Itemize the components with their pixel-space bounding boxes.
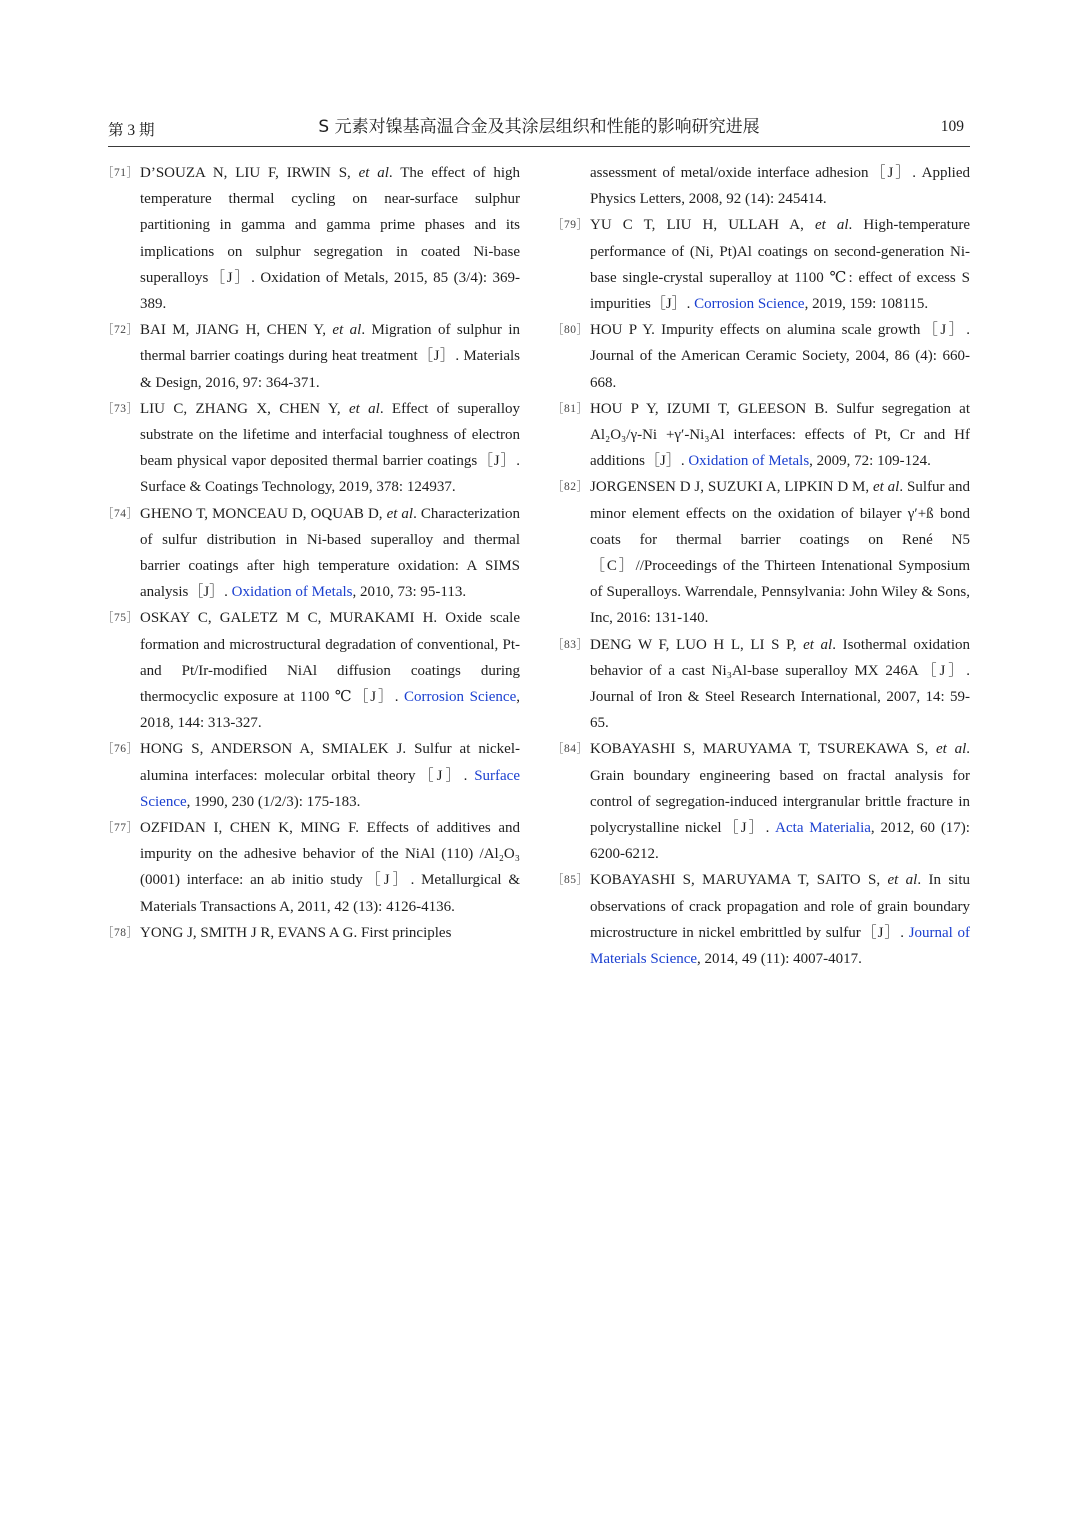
journal-link[interactable]: Acta Materialia xyxy=(775,820,871,837)
reference-text: OZFIDAN I, CHEN K, MING F. Effects of additives and impurity on the adhesive behavior of the NiAl (110) /Al₂O₃ (0001) interface: an ab initio study［J］. Metallurgical & Materials Transactions A, 2011, 42 (13): 4126-4136. xyxy=(140,820,520,915)
page-number: 109 xyxy=(940,118,964,135)
reference-text: KOBAYASHI S, MARUYAMA T, TSUREKAWA S, xyxy=(590,741,937,758)
reference-text: BAI M, JIANG H, CHEN Y, xyxy=(140,322,333,339)
reference-entry xyxy=(102,920,520,946)
reference-text: JORGENSEN D J, SUZUKI A, LIPKIN D M, xyxy=(590,479,873,496)
reference-entry xyxy=(102,736,520,815)
reference-text: LIU C, ZHANG X, CHEN Y, xyxy=(140,400,349,417)
journal-link[interactable]: Corrosion Science xyxy=(694,296,805,313)
journal-link[interactable]: Oxidation of Metals xyxy=(231,584,353,601)
journal-link[interactable]: Oxidation of Metals xyxy=(688,453,810,470)
reference-entry xyxy=(552,396,970,475)
reference-number: ［84］ xyxy=(552,743,589,756)
reference-number: ［71］ xyxy=(102,167,139,179)
reference-entry xyxy=(102,317,520,396)
reference-text: , 2014, 49 (11): 4007-4017. xyxy=(697,951,862,968)
reference-text: . In situ observations of crack propagation and role of grain boundary microstructure in nickel embrittled by sulfur［J］. xyxy=(590,872,970,941)
reference-text: KOBAYASHI S, MARUYAMA T, SAITO S, xyxy=(590,872,888,889)
reference-text: YONG J, SMITH J R, EVANS A G. First principles xyxy=(140,924,452,941)
reference-text: . Sulfur and minor element effects on the oxidation of bilayer γ′+ß bond coats for thermal barrier coatings on René N5［C］//Proceedings of the Thirteen Intenational Symposium of Superalloys. Warrendale, Pennsylvania: John Wiley & Sons, Inc, 2016: 131-140. xyxy=(590,479,970,627)
reference-text: HOU P Y. Impurity effects on alumina scale growth［J］. Journal of the American Ceramic Society, 2004, 86 (4): 660-668. xyxy=(590,322,970,391)
et-al-text: et al xyxy=(873,479,900,496)
reference-text: . Effect of superalloy substrate on the lifetime and interfacial toughness of electron beam physical vapor deposited thermal barrier coatings［J］. Surface & Coatings Technology, 2019, 378: 124937. xyxy=(140,400,521,496)
reference-entry xyxy=(102,160,520,317)
reference-number: ［73］ xyxy=(102,402,139,415)
reference-entry xyxy=(552,474,970,631)
reference-entry xyxy=(102,815,520,920)
reference-number: ［82］ xyxy=(552,481,589,494)
reference-text: , 2019, 159: 108115. xyxy=(804,296,929,313)
journal-link[interactable]: Journal of Materials Science xyxy=(590,924,971,968)
reference-78-continuation: assessment of metal/oxide interface adhesion［J］. Applied Physics Letters, 2008, 92 (14): 245414. xyxy=(590,165,970,208)
reference-number: ［85］ xyxy=(552,874,589,887)
reference-entry xyxy=(552,212,970,317)
reference-text: , 2018, 144: 313-327. xyxy=(140,689,520,732)
et-al-text: et al xyxy=(358,165,389,181)
reference-text: . Grain boundary engineering based on fractal analysis for control of segregation-induced intergranular brittle fracture in polycrystalline nickel［J］. xyxy=(590,741,970,837)
issue-number: 第 3 期 xyxy=(108,122,155,139)
et-al-text: et al xyxy=(386,505,414,522)
et-al-text: et al xyxy=(332,322,362,339)
references-left-column xyxy=(102,160,520,946)
reference-number: ［72］ xyxy=(102,324,139,337)
et-al-text: et al xyxy=(803,636,833,653)
reference-number: ［79］ xyxy=(552,219,589,232)
journal-link[interactable]: Corrosion Science xyxy=(404,689,517,706)
reference-text: D’SOUZA N, LIU F, IRWIN S, xyxy=(140,165,359,181)
reference-text: DENG W F, LUO H L, LI S P, xyxy=(590,636,804,653)
references-right-column xyxy=(552,160,970,972)
reference-text: . The effect of high temperature thermal cycling on near-surface sulphur partitioning in gamma and gamma prime phases and its implications on sulphur segregation in coated Ni-base superalloys［J］. Oxidation of Metals, 2015, 85 (3/4): 369-389. xyxy=(140,165,520,313)
reference-text: , 2010, 73: 95-113. xyxy=(352,584,467,601)
journal-link[interactable]: Surface Science xyxy=(140,767,520,810)
reference-text: HOU P Y, IZUMI T, GLEESON B. Sulfur segregation at Al₂O₃/γ-Ni +γ′-Ni₃Al interfaces: effects of Pt, Cr and Hf additions［J］. xyxy=(590,400,970,470)
et-al-text: et al xyxy=(936,741,967,758)
reference-number: ［77］ xyxy=(102,822,139,835)
reference-text: . Migration of sulphur in thermal barrier coatings during heat treatment［J］. Materials & Design, 2016, 97: 364-371. xyxy=(140,322,521,391)
reference-text: , 2012, 60 (17): 6200-6212. xyxy=(590,820,970,863)
reference-number: ［81］ xyxy=(552,402,589,415)
reference-entry xyxy=(102,501,520,606)
reference-text: . Isothermal oxidation behavior of a cast Ni₃Al-base superalloy MX 246A［J］. Journal of Iron & Steel Research International, 2007, 14: 59-65. xyxy=(590,636,971,732)
reference-entry xyxy=(102,605,520,736)
reference-entry xyxy=(552,867,970,972)
et-al-text: et al xyxy=(887,872,918,889)
reference-text: GHENO T, MONCEAU D, OQUAB D, xyxy=(140,505,387,522)
reference-number: ［83］ xyxy=(552,638,589,651)
reference-text: HONG S, ANDERSON A, SMIALEK J. Sulfur at nickel-alumina interfaces: molecular orbital theory［J］. xyxy=(140,741,520,784)
reference-text: , 2009, 72: 109-124. xyxy=(809,453,931,470)
reference-entry xyxy=(552,736,970,867)
reference-number: ［80］ xyxy=(552,324,589,337)
et-al-text: et al xyxy=(348,400,380,417)
reference-entry xyxy=(552,317,970,396)
reference-text: OSKAY C, GALETZ M C, MURAKAMI H. Oxide scale formation and microstructural degradation of conventional, Pt- and Pt/Ir-modified NiAl diffusion coatings during thermocyclic exposure at 1100 ℃［J］. xyxy=(140,610,520,706)
reference-number: ［75］ xyxy=(102,612,139,625)
reference-text: , 1990, 230 (1/2/3): 175-183. xyxy=(186,793,361,810)
reference-number: ［74］ xyxy=(102,507,139,520)
article-title: S 元素对镍基高温合金及其涂层组织和性能的影响研究进展 xyxy=(318,117,760,137)
reference-text: . High-temperature performance of (Ni, Pt)Al coatings on second-generation Ni-base single-crystal superalloy at 1100 ℃: effect of excess S impurities［J］. xyxy=(590,217,970,313)
et-al-text: et al xyxy=(814,217,849,234)
reference-text: . Characterization of sulfur distribution in Ni-based superalloy and thermal barrier coatings after high temperature oxidation: A SIMS analysis［J］. xyxy=(140,505,520,601)
reference-number: ［76］ xyxy=(102,743,139,756)
running-header xyxy=(108,112,970,147)
reference-entry xyxy=(552,632,970,737)
reference-text: YU C T, LIU H, ULLAH A, xyxy=(590,217,815,234)
reference-entry xyxy=(102,396,520,501)
reference-number: ［78］ xyxy=(102,926,139,939)
